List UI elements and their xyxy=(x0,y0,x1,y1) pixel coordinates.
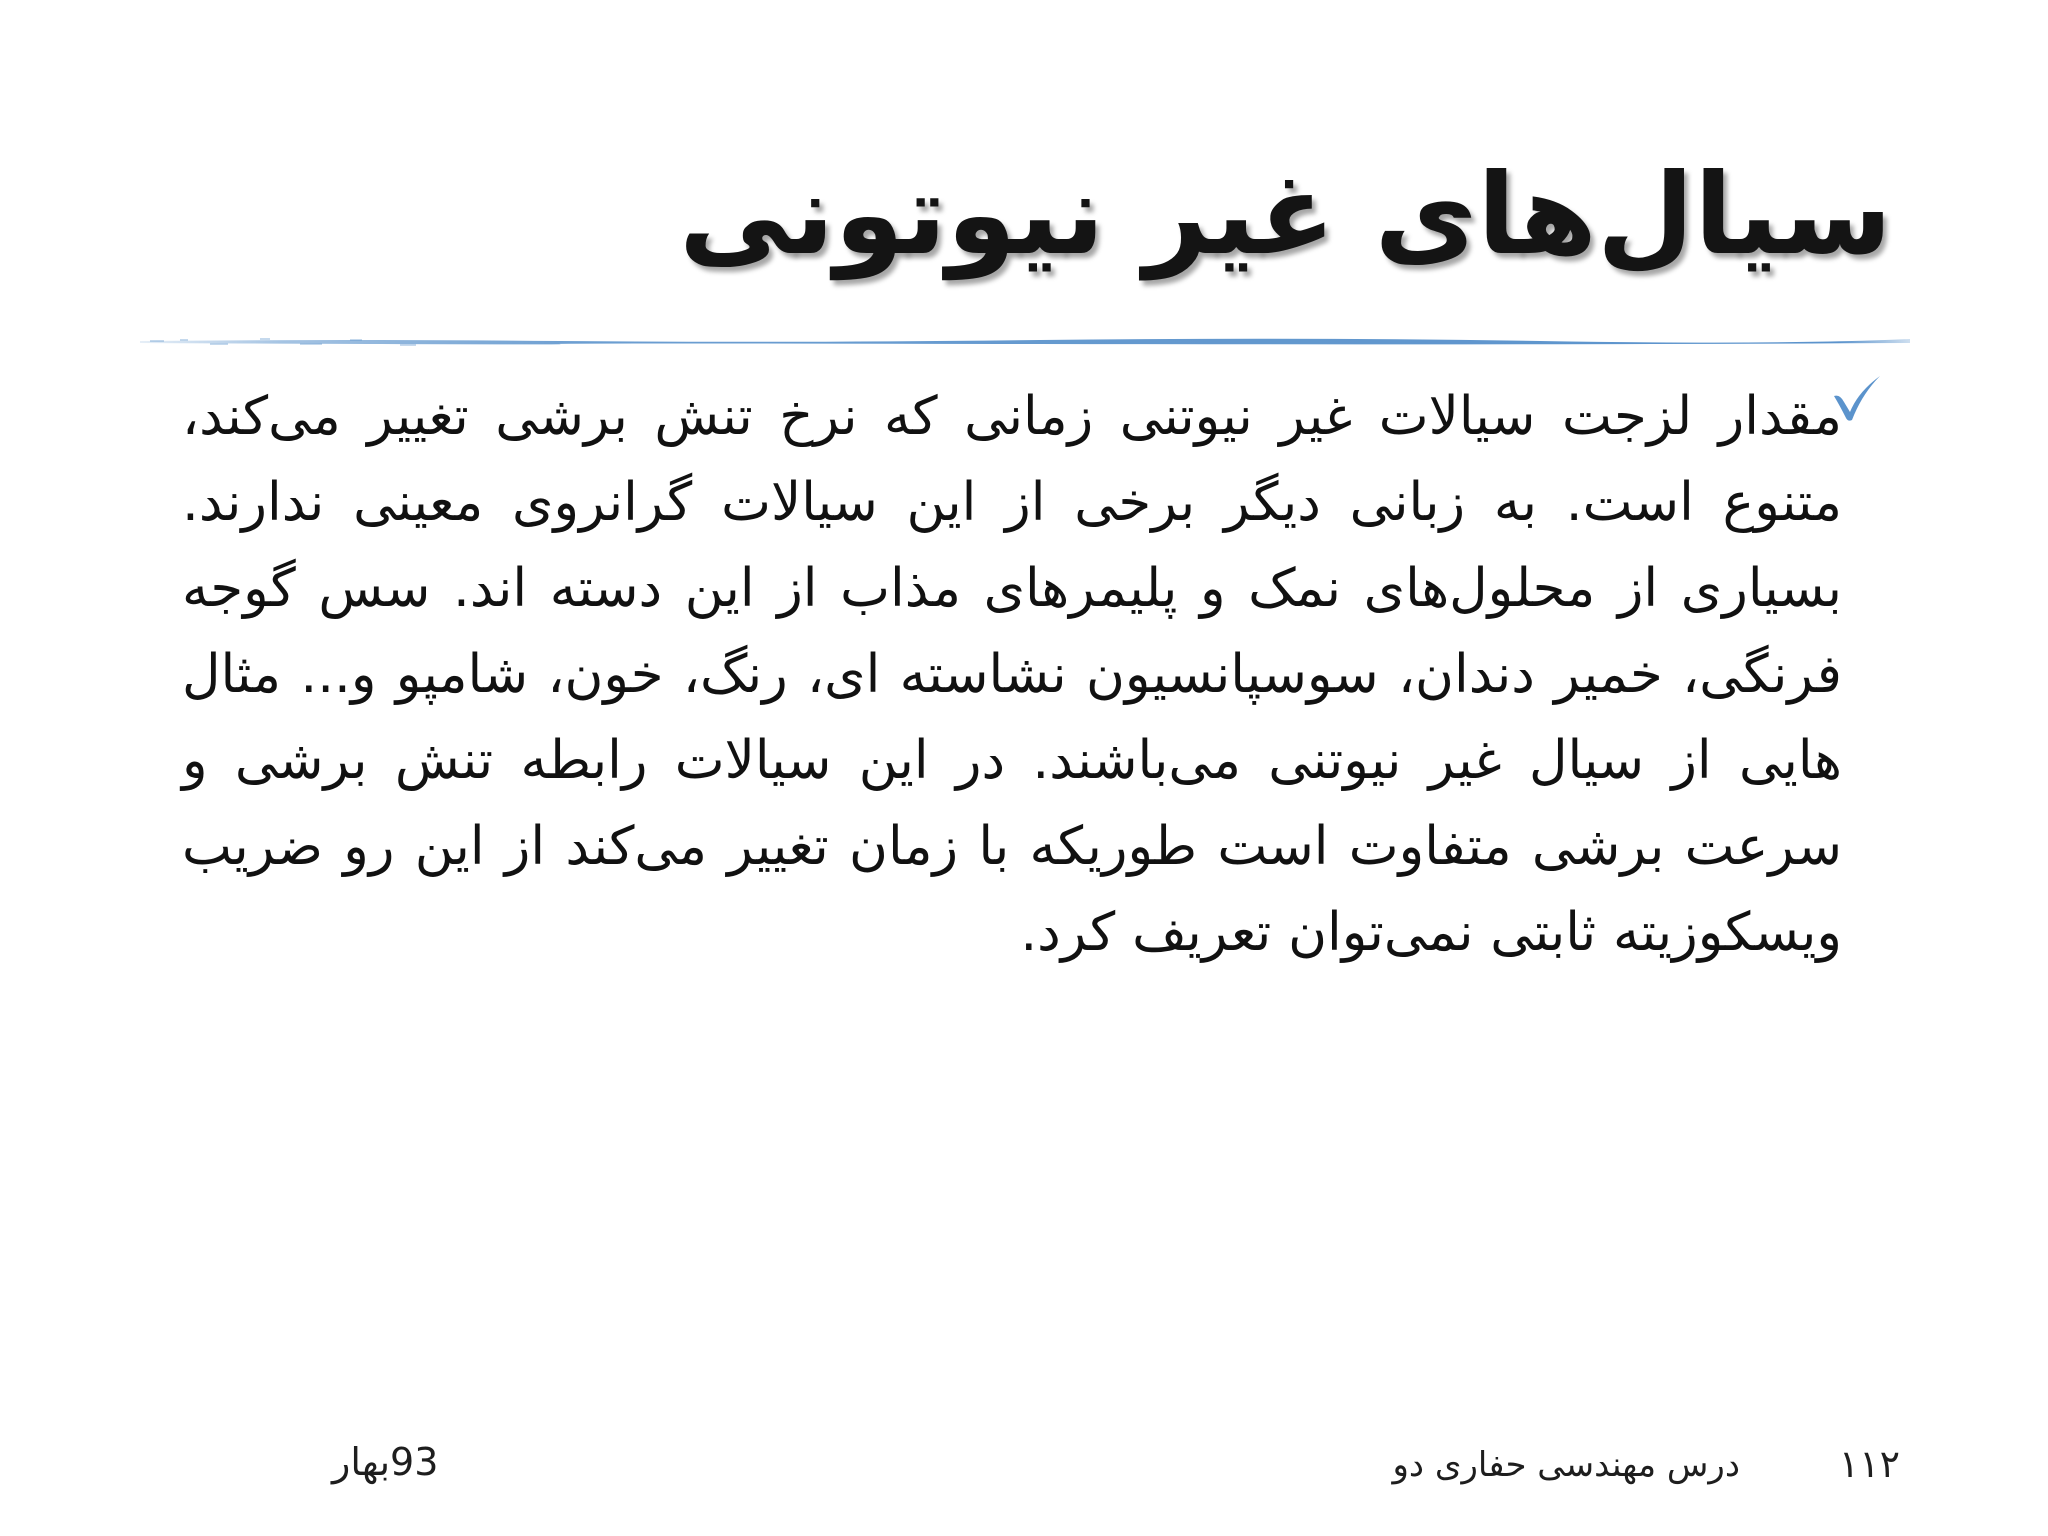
footer-season: 93بهار xyxy=(332,1440,439,1484)
footer-page-number: ۱۱۲ xyxy=(1838,1442,1900,1486)
body-paragraph: مقدار لزجت سیالات غیر نیوتنی زمانی که نرخ تنش برشی تغییر می‌کند، متنوع است. به زبانی دیگر برخی از این سیالات گرانروی معینی ندارند. بسیاری از محلول‌های نمک و پلیمرهای مذاب از این دسته اند. سس گوجه فرنگی، خمیر دندان، سوسپانسیون نشاسته ای، رنگ، خون، شامپو و... مثال هایی از سیال غیر نیوتنی می‌باشند. در این سیالات رابطه تنش برشی و سرعت برشی متفاوت است طوریکه با زمان تغییر می‌کند از این رو ضریب ویسکوزیته ثابتی نمی‌توان تعریف کرد. xyxy=(182,386,1842,963)
footer-course-name: درس مهندسی حفاری دو xyxy=(1392,1445,1740,1485)
title-divider xyxy=(140,335,1910,347)
slide-title: سیال‌های غیر نیوتونی xyxy=(679,150,1892,280)
